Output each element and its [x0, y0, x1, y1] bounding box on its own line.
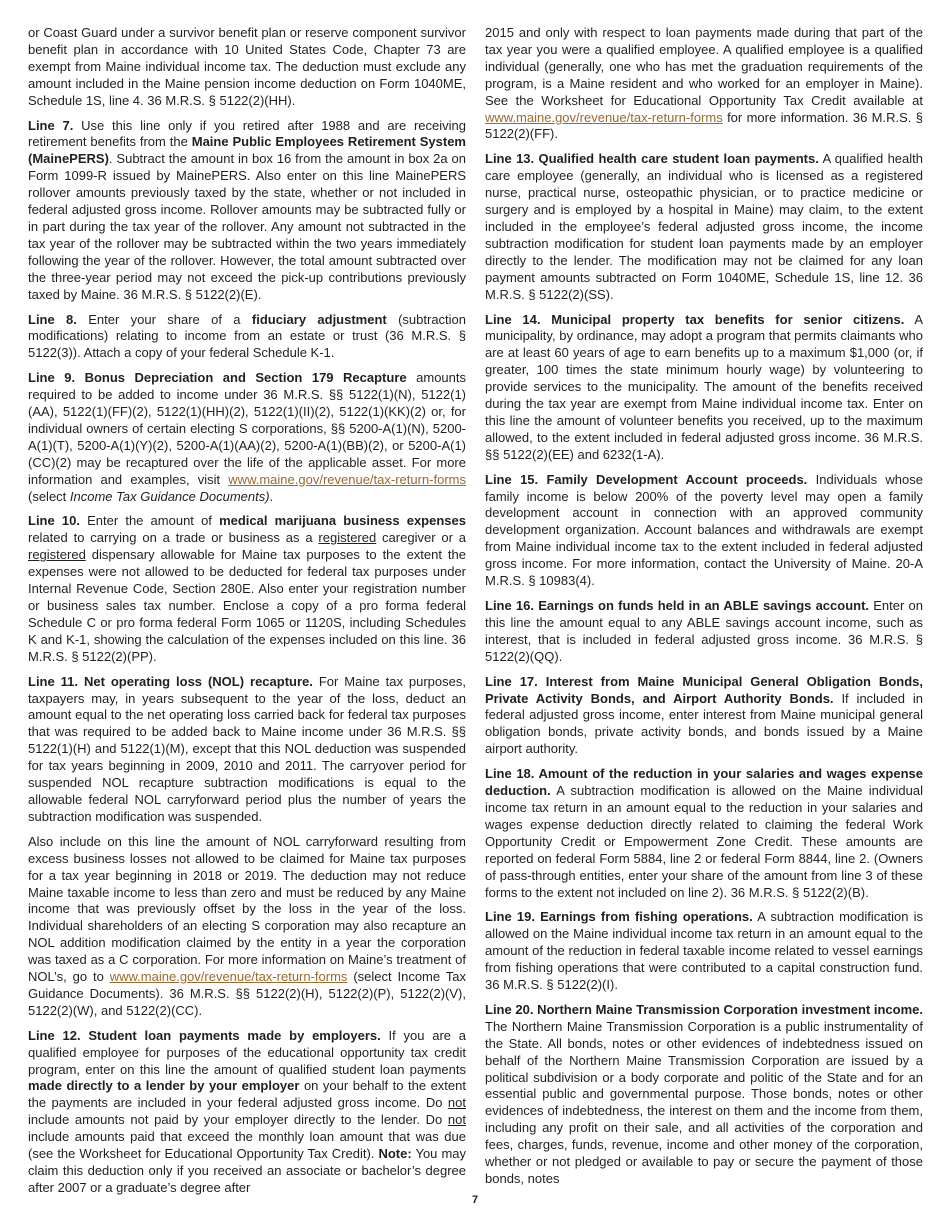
paragraph-line-16: Line 16. Earnings on funds held in an ABLE savings account. Enter on this line the amount equal to any ABLE savings account income, such as interest, that is included in federal adjusted gross income. 36 M.R.S. § 5122(2)(QQ).	[485, 598, 923, 664]
paragraph-line-12: Line 12. Student loan payments made by employers. If you are a qualified employee for purposes of the educational opportunity tax credit program, enter on this line the amount of qualified student loan payments made directly to a lender by your employer on your behalf to the extent the payments are included in your federal adjusted gross income. Do not include amounts not paid by your employer directly to the lender. Do not include amounts paid that exceed the monthly loan amount that was due (see the Worksheet for Educational Opportunity Tax Credit). Note: You may claim this deduction only if you received an associate or bachelor’s degree after 2007 or a graduate’s degree after	[28, 1027, 466, 1195]
line-18-heading: Line 18. Amount of the reduction in your salaries and wages expense deduction.	[485, 766, 923, 799]
line-12-heading: Line 12. Student loan payments made by employers.	[28, 1027, 381, 1043]
paragraph-line-9: Line 9. Bonus Depreciation and Section 179 Recapture amounts required to be added to income under 36 M.R.S. §§ 5122(1)(N), 5122(1)(AA), 5122(1)(FF)(2), 5122(1)(HH)(2), 5122(1)(II)(2), 5122(1)(KK)(2) or, for individual owners of certain electing S corporations, §§ 5200-A(1)(N), 5200-A(1)(T), 5200-A(1)(Y)(2), 5200-A(1)(AA)(2), 5200-A(1)(BB)(2), or 5200-A(1)(CC)(2) may be recaptured over the life of the applicable asset. For more information and examples, visit www.maine.gov/revenue/tax-return-forms (select Income Tax Guidance Documents).	[28, 370, 466, 504]
line-9-heading: Line 9. Bonus Depreciation and Section 179 Recapture	[28, 370, 407, 386]
paragraph-line-8: Line 8. Enter your share of a fiduciary adjustment (subtraction modifications) relating to income from an estate or trust (36 M.R.S. § 5122(3)). Attach a copy of your federal Schedule K-1.	[28, 311, 467, 361]
paragraph-line-17: Line 17. Interest from Maine Municipal General Obligation Bonds, Private Activity Bonds, and Airport Authority Bonds. If included in federal adjusted gross income, enter interest from Maine municipal general obligation bonds, private activity bonds, and bonds issued by a Maine airport authority.	[485, 673, 923, 757]
tax-forms-link[interactable]: www.maine.gov/revenue/tax-return-forms	[485, 109, 723, 125]
paragraph-line-10: Line 10. Enter the amount of medical marijuana business expenses related to carrying on a trade or business as a registered caregiver or a registered dispensary allowable for Maine tax purposes to the extent the expenses were not allowed to be deducted for federal tax purposes under Internal Revenue Code, Section 280E. Also enter your registration number or business sales tax number. Enclose a copy of a pro forma federal Schedule C or pro forma federal Form 1065 or 1120S, including Schedules K and K-1, showing the calculation of the expenses included on this line. 36 M.R.S. § 5122(2)(PP).	[28, 513, 467, 664]
paragraph-line-11: Line 11. Net operating loss (NOL) recapture. For Maine tax purposes, taxpayers may, in years subsequent to the year of the loss, deduct an amount equal to the net operating loss carried back for federal tax purposes that was required to be added back to Maine income under 36 M.R.S. §§ 5122(1)(H) and 5122(1)(M), except that this NOL deduction was suspended for tax years beginning in 2009, 2010 and 2011. The carryover period for suspended NOL recapture subtraction modifications is equal to the allowable federal NOL carryforward period plus the number of years the subtraction modification was suspended.	[28, 673, 466, 824]
paragraph-line-11-continued: Also include on this line the amount of NOL carryforward resulting from excess business losses not allowed to be claimed for Maine tax purposes for a tax year beginning in 2018 or 2019. The deduction may not reduce Maine taxable income to less than zero and must be reduced by any Maine income that was previously offset by the loss in the year of the loss. Individual shareholders of an electing S corporation may also recapture an NOL addition modification claimed by the entity in a year the corporation was taxed as a C corporation. For more information on Maine’s treatment of NOL’s, go to www.maine.gov/revenue/tax-return-forms (select Income Tax Guidance Documents). 36 M.R.S. §§ 5122(2)(H), 5122(2)(P), 5122(2)(V), 5122(2)(W), and 5122(2)(CC).	[28, 833, 466, 1018]
line-19-heading: Line 19. Earnings from fishing operations.	[485, 909, 753, 925]
left-column	[28, 25, 466, 1205]
paragraph-line-12-continued: 2015 and only with respect to loan payments made during that part of the tax year you were a qualified employee. A qualified employee is a qualified individual (generally, one who has met the graduation requirements of the program, is a Maine resident and who worked for an employer in Maine). See the Worksheet for Educational Opportunity Tax Credit available at www.maine.gov/revenue/tax-return-forms for more information. 36 M.R.S. § 5122(2)(FF).	[485, 25, 923, 142]
line-11-heading: Line 11. Net operating loss (NOL) recapture.	[28, 673, 313, 689]
tax-forms-link[interactable]: www.maine.gov/revenue/tax-return-forms	[109, 969, 348, 985]
line-20-heading: Line 20. Northern Maine Transmission Corporation investment income.	[485, 1001, 923, 1017]
tax-forms-link[interactable]: www.maine.gov/revenue/tax-return-forms	[228, 471, 466, 487]
line-10-heading: Line 10.	[28, 513, 80, 529]
page-number: 7	[471, 1194, 479, 1206]
line-17-heading: Line 17. Interest from Maine Municipal General Obligation Bonds, Private Activity Bonds, and Airport Authority Bonds.	[485, 673, 923, 706]
paragraph-line-14: Line 14. Municipal property tax benefits for senior citizens. A municipality, by ordinance, may adopt a program that permits claimants who are at least 60 years of age to earn benefits up to a maximum $1,000 (or, if greater, 100 times the state minimum hourly wage) by volunteering to provide services to the municipality. The amount of the benefits received during the tax year are exempt from Maine individual income tax. Enter on this line the amount of volunteer benefits you received, up to the maximum allowed, to the extent included in federal adjusted gross income. 36 M.R.S. §§ 5122(2)(EE) and 6232(1-A).	[485, 311, 923, 462]
line-15-heading: Line 15. Family Development Account proceeds.	[485, 471, 808, 487]
paragraph-line-13: Line 13. Qualified health care student loan payments. A qualified health care employee (generally, an individual who is licensed as a registered nurse, practical nurse, osteopathic physician, or to practice medicine or surgery and is employed by a hospital in Maine) may claim, to the extent included in the employee’s federal adjusted gross income, the income subtraction modification for student loan payments made by an employer directly to the lender. The modification may not be claimed for any loan payment amounts subtracted on Form 1040ME, Schedule 1S, line 12. 36 M.R.S. § 5122(2)(SS).	[485, 151, 923, 302]
document-page	[28, 25, 923, 1195]
paragraph-continuation: or Coast Guard under a survivor benefit plan or reserve component survivor benefit plan in accordance with 10 United States Code, Chapter 73 are exempt from Maine individual income tax. The deduction must exclude any amount included in the Maine pension income deduction on Form 1040ME, Schedule 1S, line 4. 36 M.R.S. § 5122(2)(HH).	[28, 25, 466, 108]
line-14-heading: Line 14. Municipal property tax benefits for senior citizens.	[485, 311, 905, 327]
line-7-heading: Line 7.	[28, 117, 74, 133]
right-column	[485, 25, 923, 1196]
paragraph-line-18: Line 18. Amount of the reduction in your salaries and wages expense deduction. A subtraction modification is allowed on the Maine individual income tax return in an amount equal to the reduction in your salaries and wages expense deduction directly related to claiming the federal Work Opportunity Credit or Empowerment Zone Credit. These amounts are reported on federal Form 5884, line 2 or federal Form 8844, line 2. (Owners of pass-through entities, enter your share of the amount from line 3 of these forms to the extent not included on line 2). 36 M.R.S. § 5122(2)(B).	[485, 766, 923, 900]
paragraph-line-19: Line 19. Earnings from fishing operations. A subtraction modification is allowed on the Maine individual income tax return in an amount equal to the amount of the reduction in federal taxable income related to vessel earnings from fishing operations that were contributed to a capital construction fund. 36 M.R.S. § 5122(2)(I).	[485, 909, 923, 993]
paragraph-line-7: Line 7. Use this line only if you retired after 1988 and are receiving retirement benefits from the Maine Public Employees Retirement System (MainePERS). Subtract the amount in box 16 from the amount in box 2a on Form 1099-R issued by MainePERS. Also enter on this line MainePERS rollover amounts previously taxed by the state, whether or not included in federal adjusted gross income. Rollover amounts may be subtracted fully or in part during the tax year of the rollover. Any amount not subtracted in the tax year of the rollover may be subtracted within the two years immediately following the year of the rollover. However, the total amount subtracted over the three-year period may not exceed the pick-up contributions previously taxed by Maine. 36 M.R.S. § 5122(2)(E).	[28, 117, 466, 302]
line-8-heading: Line 8.	[28, 311, 77, 327]
line-16-heading: Line 16. Earnings on funds held in an ABLE savings account.	[485, 598, 870, 613]
line-13-heading: Line 13. Qualified health care student loan payments.	[485, 151, 819, 167]
paragraph-line-15: Line 15. Family Development Account proceeds. Individuals whose family income is below 200% of the poverty level may open a family development account in connection with an approved community development organization. Account balances and withdrawals are exempt from Maine individual income tax to the extent included in federal adjusted gross income. For more information, contact the University of Maine. 20-A M.R.S. § 10983(4).	[485, 471, 923, 589]
paragraph-line-20: Line 20. Northern Maine Transmission Corporation investment income. The Northern Maine Transmission Corporation is a public instrumentality of the State. All bonds, notes or other evidences of indebtedness issued on behalf of the Northern Maine Transmission Corporation are issued by a political subdivision or a body corporate and politic of the State and for an essential public and governmental purpose. Those bonds, notes or other evidences of indebtedness, the interest on them and the income from them, including any profit on their sale, and all activities of the corporation and fees, charges, funds, revenue, income and other money of the corporation, whether or not pledged or available to pay or secure the payment of those bonds, notes	[485, 1001, 923, 1186]
